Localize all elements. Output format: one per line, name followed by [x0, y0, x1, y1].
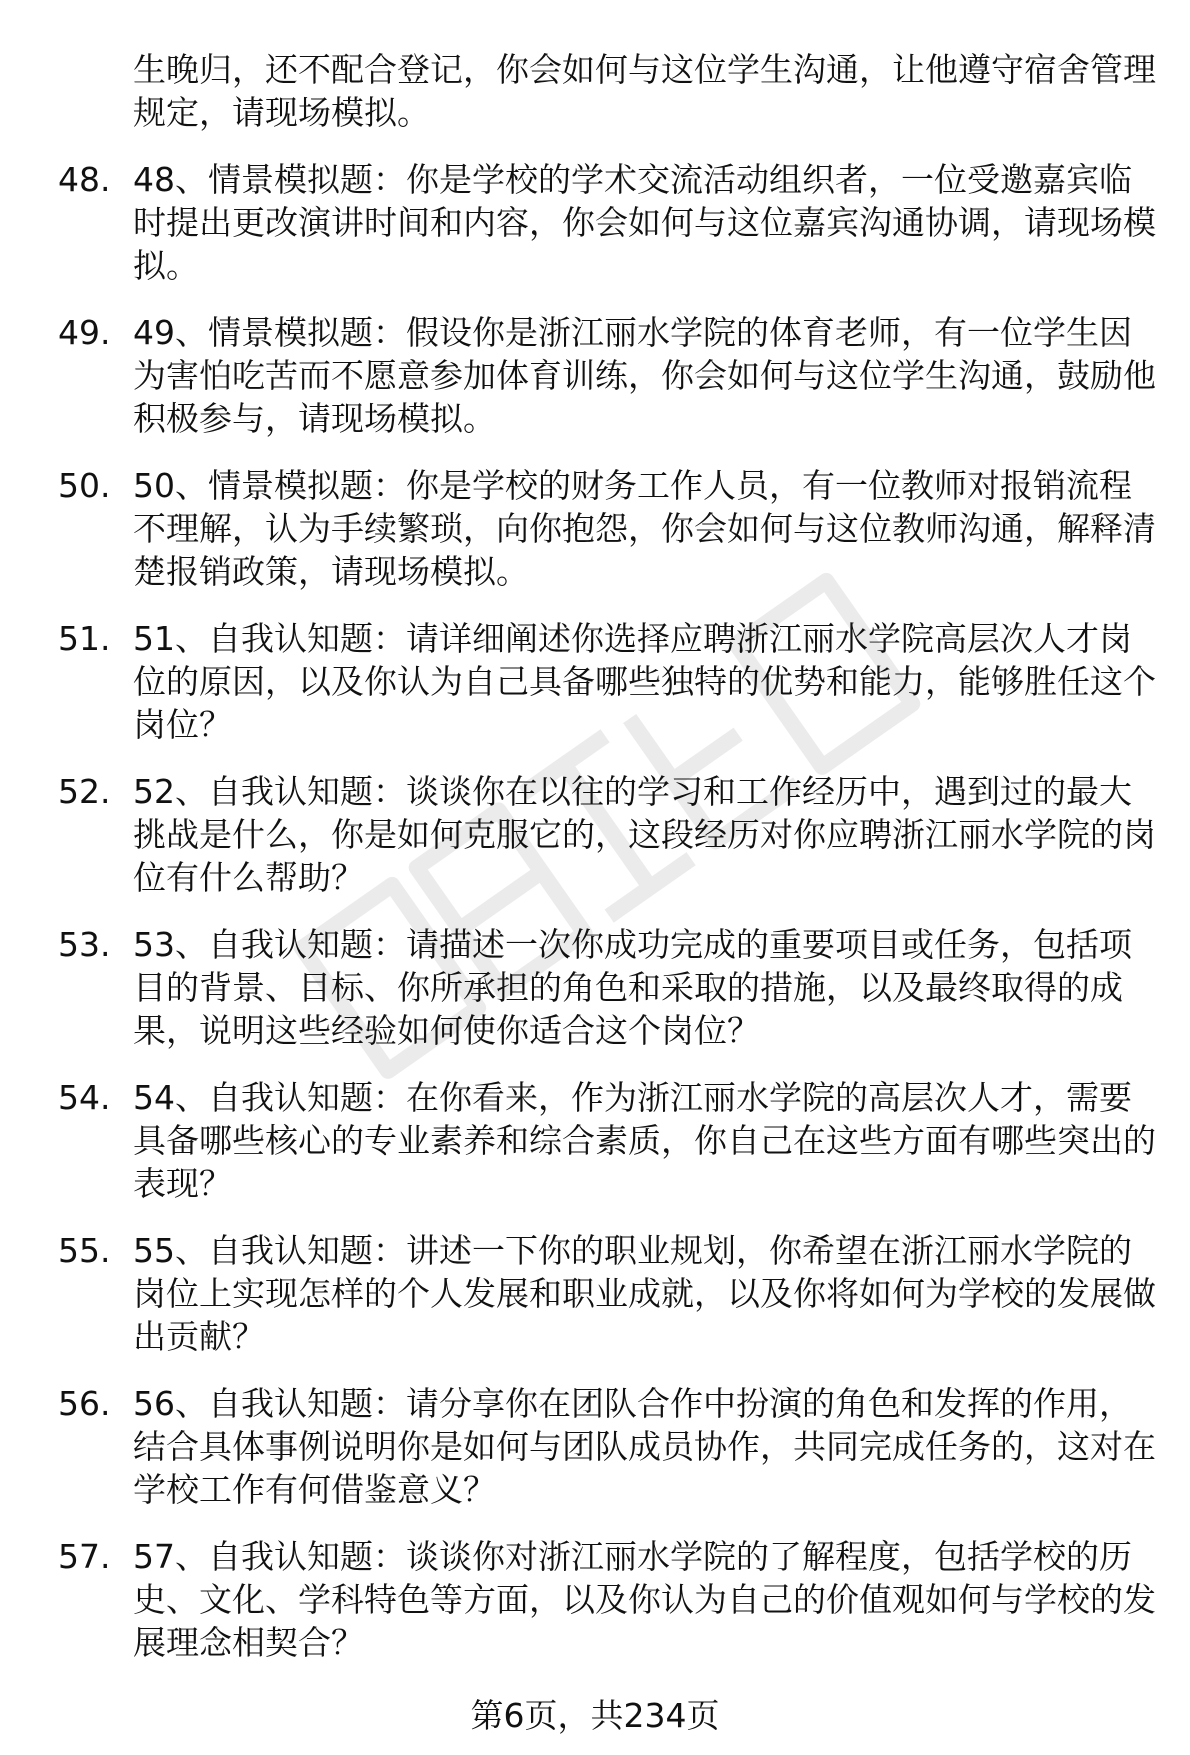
question-item — [0, 1229, 1163, 1358]
question-text: 56、自我认知题：请分享你在团队合作中扮演的角色和发挥的作用，结合具体事例说明你是如何与团队成员协作，共同完成任务的，这对在学校工作有何借鉴意义？ — [133, 1384, 1156, 1509]
question-text: 57、自我认知题：谈谈你对浙江丽水学院的了解程度，包括学校的历史、文化、学科特色等方面，以及你认为自己的价值观如何与学校的发展理念相契合？ — [133, 1537, 1156, 1662]
question-text: 52、自我认知题：谈谈你在以往的学习和工作经历中，遇到过的最大挑战是什么，你是如何克服它的，这段经历对你应聘浙江丽水学院的岗位有什么帮助？ — [133, 772, 1156, 897]
question-text: 53、自我认知题：请描述一次你成功完成的重要项目或任务，包括项目的背景、目标、你所承担的角色和采取的措施，以及最终取得的成果，说明这些经验如何使你适合这个岗位？ — [133, 925, 1132, 1050]
question-text: 54、自我认知题：在你看来，作为浙江丽水学院的高层次人才，需要具备哪些核心的专业素养和综合素质，你自己在这些方面有哪些突出的表现？ — [133, 1078, 1156, 1203]
question-number: 53. — [58, 925, 111, 964]
question-item — [0, 1076, 1163, 1205]
question-item — [0, 1535, 1163, 1664]
question-list — [0, 158, 1190, 1688]
question-number: 57. — [58, 1537, 111, 1576]
question-number: 48. — [58, 160, 111, 199]
question-number: 56. — [58, 1384, 111, 1423]
question-item — [0, 617, 1163, 746]
question-number: 52. — [58, 772, 111, 811]
question-number: 54. — [58, 1078, 111, 1117]
question-number: 55. — [58, 1231, 111, 1270]
continuation-text: 生晚归，还不配合登记，你会如何与这位学生沟通，让他遵守宿舍管理规定，请现场模拟。 — [133, 50, 1156, 132]
question-number: 51. — [58, 619, 111, 658]
question-number: 50. — [58, 466, 111, 505]
question-number: 49. — [58, 313, 111, 352]
question-item — [0, 923, 1163, 1052]
question-text: 51、自我认知题：请详细阐述你选择应聘浙江丽水学院高层次人才岗位的原因，以及你认为自己具备哪些独特的优势和能力，能够胜任这个岗位？ — [133, 619, 1156, 744]
question-text: 48、情景模拟题：你是学校的学术交流活动组织者，一位受邀嘉宾临时提出更改演讲时间和内容，你会如何与这位嘉宾沟通协调，请现场模拟。 — [133, 160, 1156, 285]
question-item — [0, 311, 1163, 440]
question-item — [0, 464, 1163, 593]
question-item — [0, 1382, 1163, 1511]
question-text: 49、情景模拟题：假设你是浙江丽水学院的体育老师，有一位学生因为害怕吃苦而不愿意参加体育训练，你会如何与这位学生沟通，鼓励他积极参与，请现场模拟。 — [133, 313, 1156, 438]
question-text: 50、情景模拟题：你是学校的财务工作人员，有一位教师对报销流程不理解，认为手续繁琐，向你抱怨，你会如何与这位教师沟通，解释清楚报销政策，请现场模拟。 — [133, 466, 1156, 591]
page-footer: 第6页，共234页 — [470, 1696, 720, 1735]
question-item — [0, 770, 1163, 899]
question-text: 55、自我认知题：讲述一下你的职业规划，你希望在浙江丽水学院的岗位上实现怎样的个人发展和职业成就，以及你将如何为学校的发展做出贡献？ — [133, 1231, 1156, 1356]
question-item — [0, 158, 1163, 287]
